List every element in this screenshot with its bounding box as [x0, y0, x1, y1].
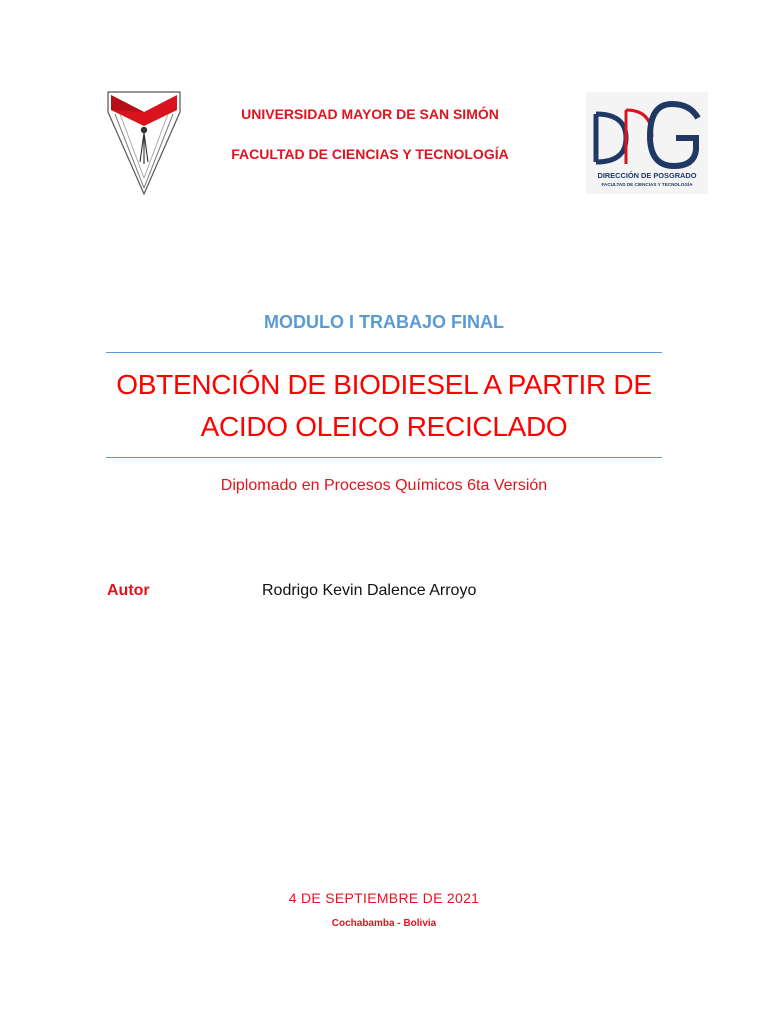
university-name: UNIVERSIDAD MAYOR DE SAN SIMÓN	[241, 106, 499, 122]
dpg-logo-line1: DIRECCIÓN DE POSGRADO	[597, 171, 697, 180]
document-title-line1: OBTENCIÓN DE BIODIESEL A PARTIR DE	[116, 369, 652, 400]
document-date: 4 DE SEPTIEMBRE DE 2021	[288, 890, 480, 906]
faculty-name: FACULTAD DE CIENCIAS Y TECNOLOGÍA	[231, 146, 509, 162]
dpg-posgrado-logo	[586, 92, 708, 194]
diploma-subtitle: Diplomado en Procesos Químicos 6ta Versión	[220, 477, 548, 494]
document-city: Cochabamba - Bolivia	[331, 918, 437, 929]
module-heading: MODULO I TRABAJO FINAL	[264, 312, 504, 332]
author-label: Autor	[107, 582, 150, 599]
document-title	[106, 364, 662, 448]
title-rule-bottom	[106, 457, 662, 458]
umss-logo-text: UMSS	[134, 95, 154, 103]
dpg-logo-line2: FACULTAD DE CIENCIAS Y TECNOLOGÍA	[601, 182, 693, 187]
author-name: Rodrigo Kevin Dalence Arroyo	[262, 582, 477, 599]
title-rule-top	[106, 352, 662, 353]
document-title-line2: ACIDO OLEICO RECICLADO	[200, 411, 568, 442]
